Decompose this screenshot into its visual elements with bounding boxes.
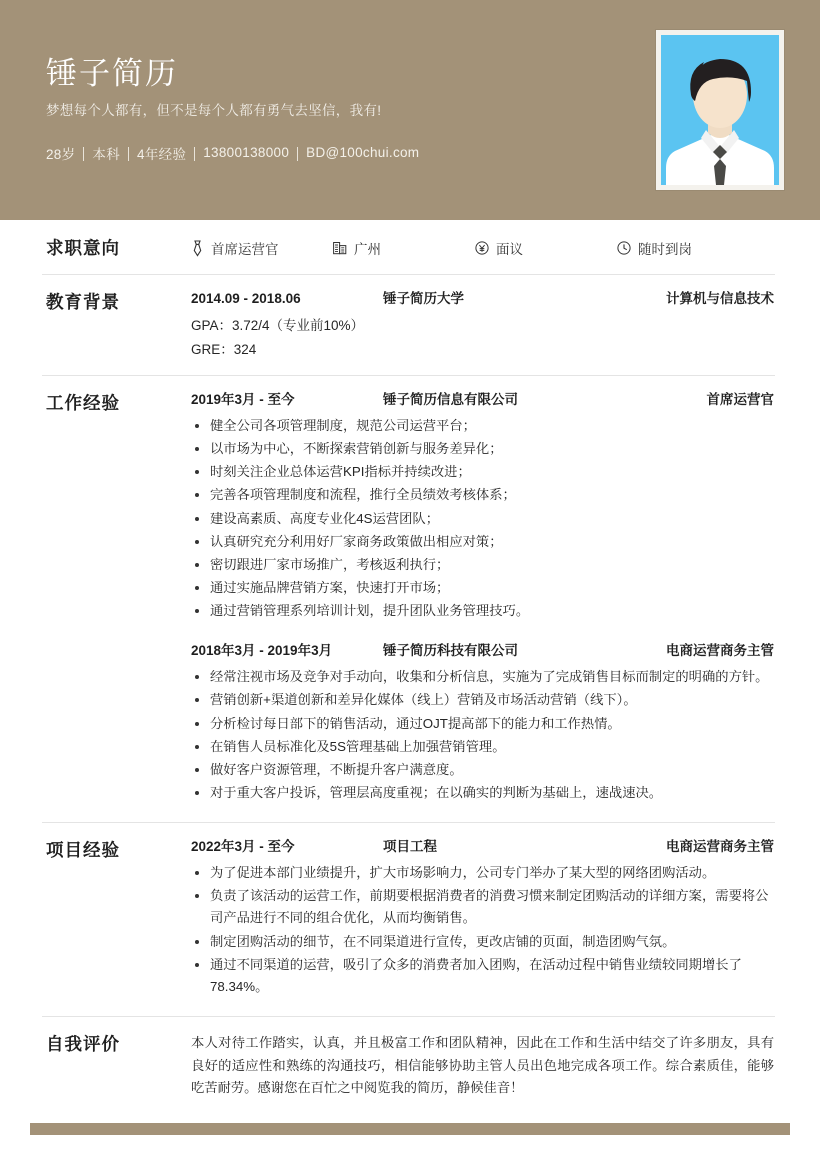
intent-city-value: 广州 — [354, 242, 381, 257]
work-date: 2019年3月 - 至今 — [191, 391, 295, 407]
self-evaluation-text: 本人对待工作踏实，认真，并且极富工作和团队精神，因此在工作和生活中结交了许多朋友，具有良好的适应性和熟练的沟通技巧，相信能够协助主管人员出色地完成各项工作。综合素质佳，能够吃苦耐劳。感谢您在百忙之中阅览我的简历，静候佳音！ — [191, 1034, 774, 1096]
list-item: 分析检讨每日部下的销售活动，通过OJT提高部下的能力和工作热情。 — [191, 713, 774, 735]
list-item: 建设高素质、高度专业化4S运营团队； — [191, 508, 774, 530]
intent-position-value: 首席运营官 — [211, 242, 279, 257]
section-job-intention — [0, 220, 820, 274]
meta-age: 28岁 — [46, 146, 76, 162]
header-meta-line — [46, 143, 606, 163]
resume-content — [0, 220, 820, 1114]
work-company: 锤子简历科技有限公司 — [383, 642, 518, 658]
work-role: 首席运营官 — [706, 391, 774, 407]
work-bullet-list — [191, 666, 774, 803]
education-gpa: GPA：3.72/4（专业前10%） — [191, 318, 365, 334]
education-date: 2014.09 - 2018.06 — [191, 290, 301, 306]
meta-email: BD@100chui.com — [306, 145, 420, 161]
list-item: 为了促进本部门业绩提升，扩大市场影响力，公司专门举办了某大型的网络团购活动。 — [191, 862, 774, 884]
resume-header — [0, 0, 820, 220]
work-date: 2018年3月 - 2019年3月 — [191, 642, 333, 658]
section-project-experience — [0, 822, 820, 1016]
header-slogan: 梦想每个人都有，但不是每个人都有勇气去坚信，我有! — [46, 102, 382, 118]
section-title-project-experience: 项目经验 — [46, 839, 120, 860]
list-item: 负责了该活动的运营工作，前期要根据消费者的消费习惯来制定团购活动的详细方案，需要将公司产品进行不同的组合优化，从而均衡销售。 — [191, 885, 774, 929]
intent-item-availability — [617, 238, 692, 258]
entry-spacer — [191, 626, 774, 642]
meta-degree: 本科 — [92, 146, 121, 162]
list-item: 经常注视市场及竞争对手动向，收集和分析信息，实施为了完成销售目标而制定的明确的方针。 — [191, 666, 774, 688]
project-bullet-list — [191, 862, 774, 997]
work-entry-head — [191, 642, 774, 660]
list-item: 认真研究充分利用好厂家商务政策做出相应对策； — [191, 531, 774, 553]
meta-separator — [297, 147, 298, 161]
tie-icon — [191, 240, 204, 257]
education-entry-head — [191, 290, 774, 308]
work-entry — [191, 642, 774, 804]
education-gre: GRE：324 — [191, 341, 257, 357]
meta-phone: 13800138000 — [203, 145, 290, 161]
education-school: 锤子简历大学 — [383, 290, 464, 306]
list-item: 完善各项管理制度和流程，推行全员绩效考核体系； — [191, 484, 774, 506]
intent-availability-value: 随时到岗 — [638, 242, 692, 257]
meta-experience: 4年经验 — [137, 146, 187, 162]
building-icon — [333, 241, 347, 255]
work-bullet-list — [191, 415, 774, 622]
footer-bar — [30, 1123, 790, 1135]
list-item: 通过不同渠道的运营，吸引了众多的消费者加入团购，在活动过程中销售业绩较同期增长了78.34%。 — [191, 954, 774, 998]
project-date: 2022年3月 - 至今 — [191, 838, 295, 854]
avatar-frame — [656, 30, 784, 190]
meta-separator — [194, 147, 195, 161]
section-self-evaluation — [0, 1016, 820, 1115]
list-item: 密切跟进厂家市场推广，考核返利执行； — [191, 554, 774, 576]
list-item: 通过营销管理系列培训计划，提升团队业务管理技巧。 — [191, 600, 774, 622]
section-title-job-intention: 求职意向 — [46, 238, 120, 258]
header-text-block — [46, 56, 606, 163]
job-intention-row — [191, 236, 774, 258]
page-title: 锤子简历 — [46, 56, 178, 91]
intent-item-salary — [475, 238, 617, 258]
section-education — [0, 274, 820, 375]
work-role: 电商运营商务主管 — [666, 642, 774, 658]
section-work-experience — [0, 375, 820, 822]
section-title-self-evaluation: 自我评价 — [46, 1033, 120, 1054]
list-item: 健全公司各项管理制度，规范公司运营平台； — [191, 415, 774, 437]
section-title-work-experience: 工作经验 — [46, 392, 120, 413]
intent-item-position — [191, 238, 333, 258]
list-item: 时刻关注企业总体运营KPI指标并持续改进； — [191, 461, 774, 483]
list-item: 对于重大客户投诉，管理层高度重视；在以确实的判断为基础上，速战速决。 — [191, 782, 774, 804]
project-entry — [191, 838, 774, 998]
project-entry-head — [191, 838, 774, 856]
list-item: 制定团购活动的细节，在不同渠道进行宣传，更改店铺的页面，制造团购气氛。 — [191, 931, 774, 953]
work-company: 锤子简历信息有限公司 — [383, 391, 518, 407]
education-major: 计算机与信息技术 — [666, 290, 774, 306]
list-item: 通过实施品牌营销方案，快速打开市场； — [191, 577, 774, 599]
project-role: 电商运营商务主管 — [666, 838, 774, 854]
intent-item-city — [333, 238, 475, 258]
work-entry — [191, 391, 774, 622]
avatar — [661, 35, 779, 185]
meta-separator — [83, 147, 84, 161]
list-item: 营销创新+渠道创新和差异化媒体（线上）营销及市场活动营销（线下）。 — [191, 689, 774, 711]
list-item: 以市场为中心，不断探索营销创新与服务差异化； — [191, 438, 774, 460]
list-item: 做好客户资源管理，不断提升客户满意度。 — [191, 759, 774, 781]
project-name: 项目工程 — [383, 838, 437, 854]
work-entry-head — [191, 391, 774, 409]
yen-circle-icon — [475, 241, 489, 255]
section-title-education: 教育背景 — [46, 291, 120, 312]
meta-separator — [128, 147, 129, 161]
intent-salary-value: 面议 — [496, 242, 523, 257]
clock-icon — [617, 241, 631, 255]
list-item: 在销售人员标准化及5S管理基础上加强营销管理。 — [191, 736, 774, 758]
